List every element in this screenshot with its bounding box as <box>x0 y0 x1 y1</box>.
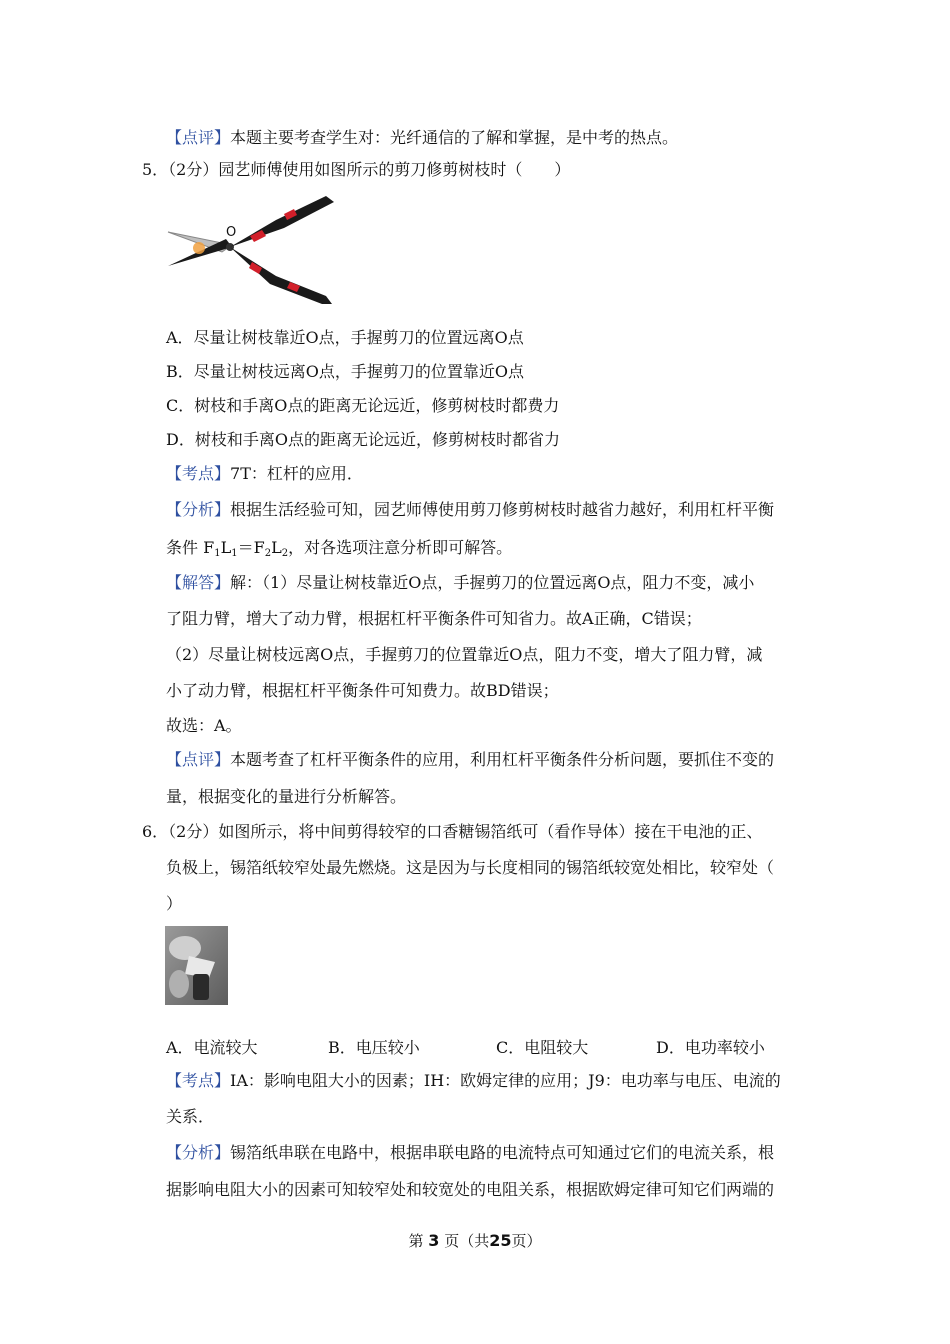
footer-mid: 页（共 <box>444 1232 490 1250</box>
fenxi-text: 根据生活经验可知，园艺师傅使用剪刀修剪树枝时越省力越好，利用杠杆平衡 <box>230 500 775 519</box>
jieda-tag: 【解答】 <box>166 573 231 592</box>
fenxi-text: 锡箔纸串联在电路中，根据串联电路的电流特点可知通过它们的电流关系，根 <box>230 1143 775 1162</box>
q5-dianping-line2: 量，根据变化的量进行分析解答。 <box>166 787 407 806</box>
q5-option-d: D．树枝和手离O点的距离无论远近，修剪树枝时都省力 <box>166 430 560 449</box>
dianping-tag: 【点评】 <box>166 750 231 769</box>
formula-part: L <box>271 538 282 557</box>
formula-part: ＝F <box>237 538 265 557</box>
fenxi-tag: 【分析】 <box>166 1143 231 1162</box>
q6-option-d: D．电功率较小 <box>656 1038 765 1057</box>
kaodian-tag: 【考点】 <box>166 1071 231 1090</box>
comment-tag: 【点评】 <box>166 128 231 147</box>
q6-option-c: C．电阻较大 <box>496 1038 589 1057</box>
q5-fenxi-line1 <box>166 500 774 520</box>
q6-option-a: A．电流较大 <box>166 1038 258 1057</box>
q5-jieda-line3: （2）尽量让树枝远离O点，手握剪刀的位置靠近O点，阻力不变，增大了阻力臂，减 <box>166 645 763 664</box>
q6-stem-line3: ） <box>166 894 183 913</box>
dianping-text: 本题考查了杠杆平衡条件的应用，利用杠杆平衡条件分析问题，要抓住不变的 <box>230 750 775 769</box>
foil-photo <box>165 926 228 1005</box>
q6-kaodian-line2: 关系． <box>166 1107 215 1126</box>
q5-stem: 5．（2分）园艺师傅使用如图所示的剪刀修剪树枝时（ ） <box>142 160 571 179</box>
q5-option-b: B．尽量让树枝远离O点，手握剪刀的位置靠近O点 <box>166 362 524 381</box>
q6-stem-line1: 6．（2分）如图所示，将中间剪得较窄的口香糖锡箔纸可（看作导体）接在干电池的正、 <box>142 822 763 841</box>
page-footer <box>0 1230 950 1251</box>
page-number: 3 <box>428 1231 440 1250</box>
formula-sub: 1 <box>214 548 221 559</box>
kaodian-text: IA：影响电阻大小的因素；IH：欧姆定律的应用；J9：电功率与电压、电流的 <box>230 1071 781 1090</box>
q6-fenxi-line2: 据影响电阻大小的因素可知较窄处和较宽处的电阻关系，根据欧姆定律可知它们两端的 <box>166 1180 775 1199</box>
q5-dianping-line1 <box>166 750 774 770</box>
formula-pre: 条件 F <box>166 538 215 557</box>
q5-jieda-line1 <box>166 573 754 593</box>
formula-sub: 2 <box>264 548 272 559</box>
q5-jieda-line5: 故选：A。 <box>166 716 242 735</box>
q6-stem-line2: 负极上，锡箔纸较窄处最先燃烧。这是因为与长度相同的锡箔纸较宽处相比，较窄处（ <box>166 858 775 877</box>
q6-fenxi-line1 <box>166 1143 774 1163</box>
footer-post: 页） <box>511 1232 542 1250</box>
formula-sub: 2 <box>281 548 289 559</box>
q5-option-a: A．尽量让树枝靠近O点，手握剪刀的位置远离O点 <box>166 328 524 347</box>
q4-comment <box>166 128 678 148</box>
kaodian-text: 7T：杠杆的应用． <box>230 464 363 483</box>
formula-part: L <box>220 538 232 557</box>
q5-jieda-line2: 了阻力臂，增大了动力臂，根据杠杆平衡条件可知省力。故A正确，C错误； <box>166 609 702 628</box>
comment-text: 本题主要考查学生对：光纤通信的了解和掌握，是中考的热点。 <box>230 128 679 147</box>
q5-fenxi-line2 <box>166 538 512 564</box>
total-pages: 25 <box>489 1231 512 1250</box>
formula-sub: 1 <box>231 548 238 559</box>
q5-kaodian <box>166 464 363 484</box>
scissors-figure <box>166 190 338 308</box>
kaodian-tag: 【考点】 <box>166 464 231 483</box>
q5-option-c: C．树枝和手离O点的距离无论远近，修剪树枝时都费力 <box>166 396 560 415</box>
q6-kaodian-line1 <box>166 1071 781 1091</box>
pivot-label: O <box>226 225 237 240</box>
fenxi-tag: 【分析】 <box>166 500 231 519</box>
footer-pre: 第 <box>408 1232 424 1250</box>
q6-option-b: B．电压较小 <box>328 1038 420 1057</box>
jieda-text: 解：（1）尽量让树枝靠近O点，手握剪刀的位置远离O点，阻力不变，减小 <box>230 573 755 592</box>
formula-post: ，对各选项注意分析即可解答。 <box>288 538 513 557</box>
q5-jieda-line4: 小了动力臂，根据杠杆平衡条件可知费力。故BD错误； <box>166 681 559 700</box>
